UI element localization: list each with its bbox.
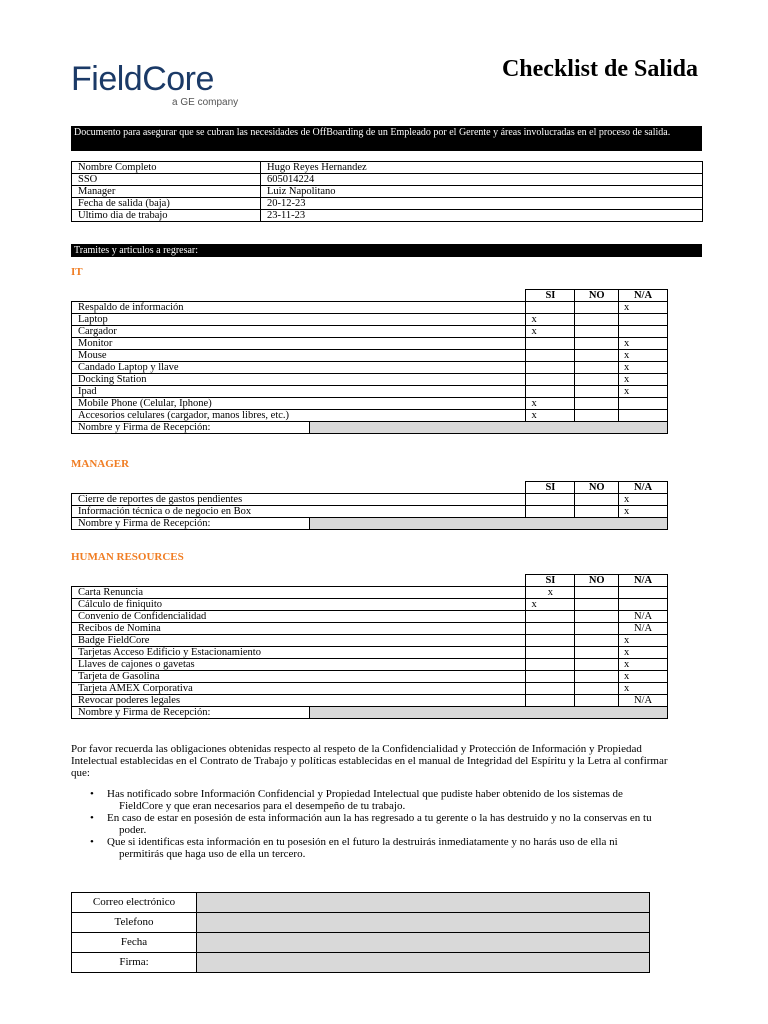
check-no[interactable] <box>575 623 619 635</box>
check-si[interactable]: x <box>526 599 575 611</box>
header-blank <box>72 575 526 587</box>
checklist-row <box>72 350 668 362</box>
check-no[interactable] <box>575 398 619 410</box>
check-si[interactable]: x <box>526 410 575 422</box>
employee-info-value: Luiz Napolitano <box>261 186 703 198</box>
logo-subtitle: a GE company <box>172 97 239 108</box>
check-no[interactable] <box>575 611 619 623</box>
checklist-row <box>72 338 668 350</box>
signature-field[interactable] <box>310 518 667 529</box>
check-no[interactable] <box>575 599 619 611</box>
signature-label: Nombre y Firma de Recepción: <box>72 422 310 433</box>
employee-info-row <box>72 174 703 186</box>
signature-row <box>72 422 668 434</box>
header-blank <box>72 290 526 302</box>
employee-info-label: SSO <box>72 174 261 186</box>
checklist-header-row <box>72 575 668 587</box>
bullet-icon: • <box>90 812 94 824</box>
check-na[interactable]: x <box>619 647 668 659</box>
check-si[interactable] <box>526 506 575 518</box>
checklist-row <box>72 659 668 671</box>
check-no[interactable] <box>575 350 619 362</box>
check-no[interactable] <box>575 302 619 314</box>
checklist-row <box>72 362 668 374</box>
manager-checklist-table <box>71 481 668 530</box>
header-no: NO <box>575 575 619 587</box>
signature-row <box>72 707 668 719</box>
check-na[interactable]: x <box>619 683 668 695</box>
employee-info-row <box>72 198 703 210</box>
signature-field[interactable] <box>310 422 667 433</box>
checklist-row <box>72 587 668 599</box>
check-si[interactable]: x <box>526 314 575 326</box>
check-si[interactable] <box>526 374 575 386</box>
checklist-row <box>72 374 668 386</box>
checklist-item: Monitor <box>72 338 526 350</box>
checklist-row <box>72 611 668 623</box>
signature-field[interactable] <box>197 953 650 973</box>
employee-info-row <box>72 210 703 222</box>
check-na[interactable] <box>619 326 668 338</box>
check-no[interactable] <box>575 506 619 518</box>
checklist-row <box>72 506 668 518</box>
employee-info-label: Nombre Completo <box>72 162 261 174</box>
checklist-item: Ipad <box>72 386 526 398</box>
check-na[interactable]: x <box>619 635 668 647</box>
checklist-item: Respaldo de información <box>72 302 526 314</box>
checklist-item: Accesorios celulares (cargador, manos libres, etc.) <box>72 410 526 422</box>
signature-row <box>72 518 668 530</box>
check-si[interactable] <box>526 671 575 683</box>
check-na[interactable]: N/A <box>619 695 668 707</box>
header-si: SI <box>526 575 575 587</box>
employee-info-row <box>72 162 703 174</box>
checklist-item: Cierre de reportes de gastos pendientes <box>72 494 526 506</box>
check-no[interactable] <box>575 374 619 386</box>
logo-text: FieldCore <box>71 60 214 98</box>
check-na[interactable]: x <box>619 302 668 314</box>
checklist-item: Convenio de Confidencialidad <box>72 611 526 623</box>
checklist-row <box>72 683 668 695</box>
employee-info-value: Hugo Reyes Hernandez <box>261 162 703 174</box>
checklist-item: Candado Laptop y llave <box>72 362 526 374</box>
check-no[interactable] <box>575 587 619 599</box>
check-no[interactable] <box>575 659 619 671</box>
checklist-item: Tarjeta AMEX Corporativa <box>72 683 526 695</box>
contact-row-phone <box>72 913 650 933</box>
checklist-row <box>72 647 668 659</box>
check-no[interactable] <box>575 671 619 683</box>
employee-info-value: 20-12-23 <box>261 198 703 210</box>
checklist-header-row <box>72 482 668 494</box>
check-si[interactable] <box>526 695 575 707</box>
checklist-item: Llaves de cajones o gavetas <box>72 659 526 671</box>
document-title: Checklist de Salida <box>501 56 698 82</box>
checklist-item: Información técnica o de negocio en Box <box>72 506 526 518</box>
signature-cell <box>72 707 668 719</box>
check-no[interactable] <box>575 338 619 350</box>
checklist-header-row <box>72 290 668 302</box>
obligation-item: • En caso de estar en posesión de esta información aun la has regresado a tu gerente o la has destruido y no la conservas en tu poder. <box>90 812 652 836</box>
checklist-item: Tarjetas Acceso Edificio y Estacionamiento <box>72 647 526 659</box>
checklist-row <box>72 386 668 398</box>
checklist-row <box>72 695 668 707</box>
check-na[interactable]: x <box>619 386 668 398</box>
checklist-row <box>72 398 668 410</box>
check-no[interactable] <box>575 326 619 338</box>
check-si[interactable] <box>526 647 575 659</box>
checklist-item: Laptop <box>72 314 526 326</box>
check-na[interactable]: N/A <box>619 611 668 623</box>
signature-field[interactable] <box>310 707 667 718</box>
check-na[interactable]: x <box>619 671 668 683</box>
checklist-row <box>72 494 668 506</box>
check-si[interactable] <box>526 494 575 506</box>
check-na[interactable] <box>619 398 668 410</box>
section-title-hr: HUMAN RESOURCES <box>71 551 184 563</box>
check-si[interactable] <box>526 623 575 635</box>
checklist-row <box>72 410 668 422</box>
checklist-row <box>72 635 668 647</box>
signature-label: Firma: <box>72 953 197 973</box>
check-no[interactable] <box>575 410 619 422</box>
check-no[interactable] <box>575 683 619 695</box>
contact-table <box>71 892 650 973</box>
check-na[interactable]: x <box>619 494 668 506</box>
signature-cell <box>72 518 668 530</box>
employee-info-row <box>72 186 703 198</box>
check-na[interactable]: x <box>619 374 668 386</box>
contact-row-signature <box>72 953 650 973</box>
checklist-row <box>72 671 668 683</box>
check-si[interactable] <box>526 659 575 671</box>
header-si: SI <box>526 290 575 302</box>
email-field[interactable] <box>197 893 650 913</box>
check-si[interactable]: x <box>526 587 575 599</box>
intro-banner: Documento para asegurar que se cubran las necesidades de OffBoarding de un Empleado por el Gerente y áreas involucradas en el proceso de salida. <box>71 126 702 151</box>
check-si[interactable] <box>526 635 575 647</box>
it-checklist-table <box>71 289 668 434</box>
header-no: NO <box>575 290 619 302</box>
bullet-icon: • <box>90 836 94 848</box>
check-si[interactable] <box>526 362 575 374</box>
obligation-item: • Has notificado sobre Información Confidencial y Propiedad Intelectual que pudiste haber obtenido de los sistemas de FieldCore y que eran necesarios para el desempeño de tu trabajo. <box>90 788 623 812</box>
check-na[interactable]: x <box>619 338 668 350</box>
check-na[interactable]: N/A <box>619 623 668 635</box>
check-na[interactable]: x <box>619 350 668 362</box>
date-field[interactable] <box>197 933 650 953</box>
check-no[interactable] <box>575 314 619 326</box>
employee-info-table <box>71 161 703 222</box>
check-no[interactable] <box>575 386 619 398</box>
employee-info-label: Manager <box>72 186 261 198</box>
checklist-row <box>72 314 668 326</box>
check-no[interactable] <box>575 647 619 659</box>
check-no[interactable] <box>575 494 619 506</box>
signature-label: Nombre y Firma de Recepción: <box>72 707 310 718</box>
checklist-item: Mouse <box>72 350 526 362</box>
checklist-item: Cálculo de finiquito <box>72 599 526 611</box>
check-si[interactable] <box>526 386 575 398</box>
check-na[interactable] <box>619 599 668 611</box>
check-na[interactable] <box>619 410 668 422</box>
employee-info-value: 23-11-23 <box>261 210 703 222</box>
checklist-item: Cargador <box>72 326 526 338</box>
contact-row-date <box>72 933 650 953</box>
check-si[interactable]: x <box>526 326 575 338</box>
date-label: Fecha <box>72 933 197 953</box>
check-na[interactable]: x <box>619 362 668 374</box>
check-si[interactable] <box>526 302 575 314</box>
check-na[interactable] <box>619 314 668 326</box>
employee-info-value: 605014224 <box>261 174 703 186</box>
contact-row-email <box>72 893 650 913</box>
checklist-item: Mobile Phone (Celular, Iphone) <box>72 398 526 410</box>
hr-checklist-table <box>71 574 668 719</box>
checklist-row <box>72 623 668 635</box>
header-no: NO <box>575 482 619 494</box>
signature-cell <box>72 422 668 434</box>
check-no[interactable] <box>575 635 619 647</box>
bullet-icon: • <box>90 788 94 800</box>
checklist-row <box>72 326 668 338</box>
fieldcore-logo <box>71 60 239 108</box>
checklist-item: Revocar poderes legales <box>72 695 526 707</box>
checklist-item: Tarjeta de Gasolina <box>72 671 526 683</box>
tramites-banner: Tramites y articulos a regresar: <box>71 244 702 257</box>
check-no[interactable] <box>575 695 619 707</box>
header-na: N/A <box>619 575 668 587</box>
email-label: Correo electrónico <box>72 893 197 913</box>
header-na: N/A <box>619 290 668 302</box>
checklist-item: Docking Station <box>72 374 526 386</box>
obligations-list <box>90 788 680 860</box>
checklist-row <box>72 302 668 314</box>
checklist-item: Carta Renuncia <box>72 587 526 599</box>
obligation-item: • Que si identificas esta información en tu posesión en el futuro la destruirás inmediatamente y no harás uso de ella ni permitirás que haga uso de ella un tercero. <box>90 836 618 860</box>
header-si: SI <box>526 482 575 494</box>
employee-info-label: Fecha de salida (baja) <box>72 198 261 210</box>
check-na[interactable]: x <box>619 506 668 518</box>
phone-field[interactable] <box>197 913 650 933</box>
section-title-manager: MANAGER <box>71 458 130 470</box>
check-si[interactable]: x <box>526 398 575 410</box>
checklist-item: Recibos de Nomina <box>72 623 526 635</box>
header-blank <box>72 482 526 494</box>
check-si[interactable] <box>526 683 575 695</box>
employee-info-label: Ultimo dia de trabajo <box>72 210 261 222</box>
obligations-paragraph: Por favor recuerda las obligaciones obtenidas respecto al respeto de la Confidencialidad y Protección de Información y Propiedad Intelectual establecidas en el Contrato de Trabajo y políticas establecidas en el manual de Integridad del Espíritu y la Letra al confirmar que: <box>71 743 668 779</box>
check-na[interactable] <box>619 587 668 599</box>
checklist-row <box>72 599 668 611</box>
check-si[interactable] <box>526 338 575 350</box>
signature-label: Nombre y Firma de Recepción: <box>72 518 310 529</box>
header-na: N/A <box>619 482 668 494</box>
check-no[interactable] <box>575 362 619 374</box>
checklist-item: Badge FieldCore <box>72 635 526 647</box>
section-title-it: IT <box>71 266 83 278</box>
check-na[interactable]: x <box>619 659 668 671</box>
phone-label: Telefono <box>72 913 197 933</box>
check-si[interactable] <box>526 350 575 362</box>
check-si[interactable] <box>526 611 575 623</box>
